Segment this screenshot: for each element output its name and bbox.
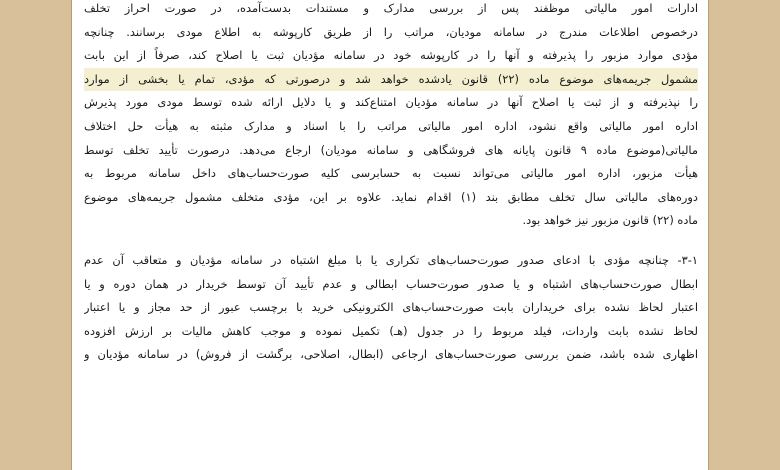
paragraph-2-line: لحاظ نشده بابت واردات، فیلد مربوط را در جدول (هـ) تکمیل نموده و موجب کاهش مالیات بر ارزش افزوده xyxy=(84,323,698,338)
paragraph-1-line: ادارات امور مالیاتی موظفند پس از بررسی مدارک و مستندات بدست‌آمده، در صورت احراز تخلف xyxy=(84,1,698,15)
paragraph-1-line: مالیاتی(موضوع ماده ۹ قانون پایانه های فروشگاهی و سامانه مودیان) ارجاع می‌دهد. درصورت تأیید تخلف توسط xyxy=(84,142,698,157)
paragraph-1-line: ماده (۲۲) قانون مزبور نیز خواهد بود. xyxy=(522,213,698,228)
paragraph-1-line: مؤدی موارد مزبور را پذیرفته و آنها را در کارپوشه خود در سامانه مؤدیان ثبت یا اصلاح کند، صرفاً از این بابت xyxy=(84,48,698,63)
paragraph-2-line: اعتبار لحاظ نشده برای خریداران بابت صورت‌حساب‌های الکترونیکی خرید با برچسب عبور از حد مجاز و یا اعتبار xyxy=(84,300,698,315)
document-page xyxy=(72,0,708,470)
paragraph-1-line: را نپذیرفته و از ثبت یا اصلاح آنها در سامانه مؤدیان امتناع‌کند و یا دلایل ارائه شده توسط مودی مورد پذیرش xyxy=(84,95,698,110)
paragraph-1-line: درخصوص اطلاعات مندرج در سامانه مودیان، مراتب را از طریق کارپوشه به اطلاع مودی برسانند. چنانچه xyxy=(84,24,698,39)
paragraph-1-line: هیأت مزبور، اداره امور مالیاتی می‌تواند نسبت به حسابرسی کلیه صورت‌حساب‌های داخل سامانه مربوط به xyxy=(84,166,698,181)
paragraph-1-line: دوره‌های مالیاتی سال تخلف مطابق بند (۱) اقدام نماید. علاوه بر این، مؤدی متخلف مشمول جریمه‌های موضوع xyxy=(84,189,698,204)
paragraph-1-line: اداره امور مالیاتی واقع نشود، اداره امور مالیاتی مراتب را با اسناد و مدارک مثبته به هیأت حل اختلاف xyxy=(84,118,698,133)
paragraph-2-line: ابطال صورت‌حساب‌های اشتباه و یا صدور صورت‌حساب ابطالی و عدم تأیید آن توسط خریدار در همان دوره و یا xyxy=(84,276,698,291)
paragraph-2-line: ۳-۱- چنانچه مؤدی با ادعای صدور صورت‌حساب‌های تکراری یا با مبلغ اشتباه در سامانه مؤدیان و متعاقب آن عدم xyxy=(84,252,698,267)
page-border-right xyxy=(708,0,780,470)
paragraph-2-line: اظهاری شده باشد، ضمن بررسی صورت‌حساب‌های ارجاعی (ابطال، اصلاحی، برگشت از فروش) در سامانه مؤدیان و xyxy=(84,347,698,362)
page-border-left xyxy=(0,0,72,470)
paragraph-1-line-highlighted: مشمول جریمه‌های موضوع ماده (۲۲) قانون یادشده خواهد شد و درصورتی که مؤدی، تمام یا بخشی از موارد xyxy=(84,68,698,92)
paragraph-gap xyxy=(84,233,698,249)
document-body xyxy=(84,0,698,367)
